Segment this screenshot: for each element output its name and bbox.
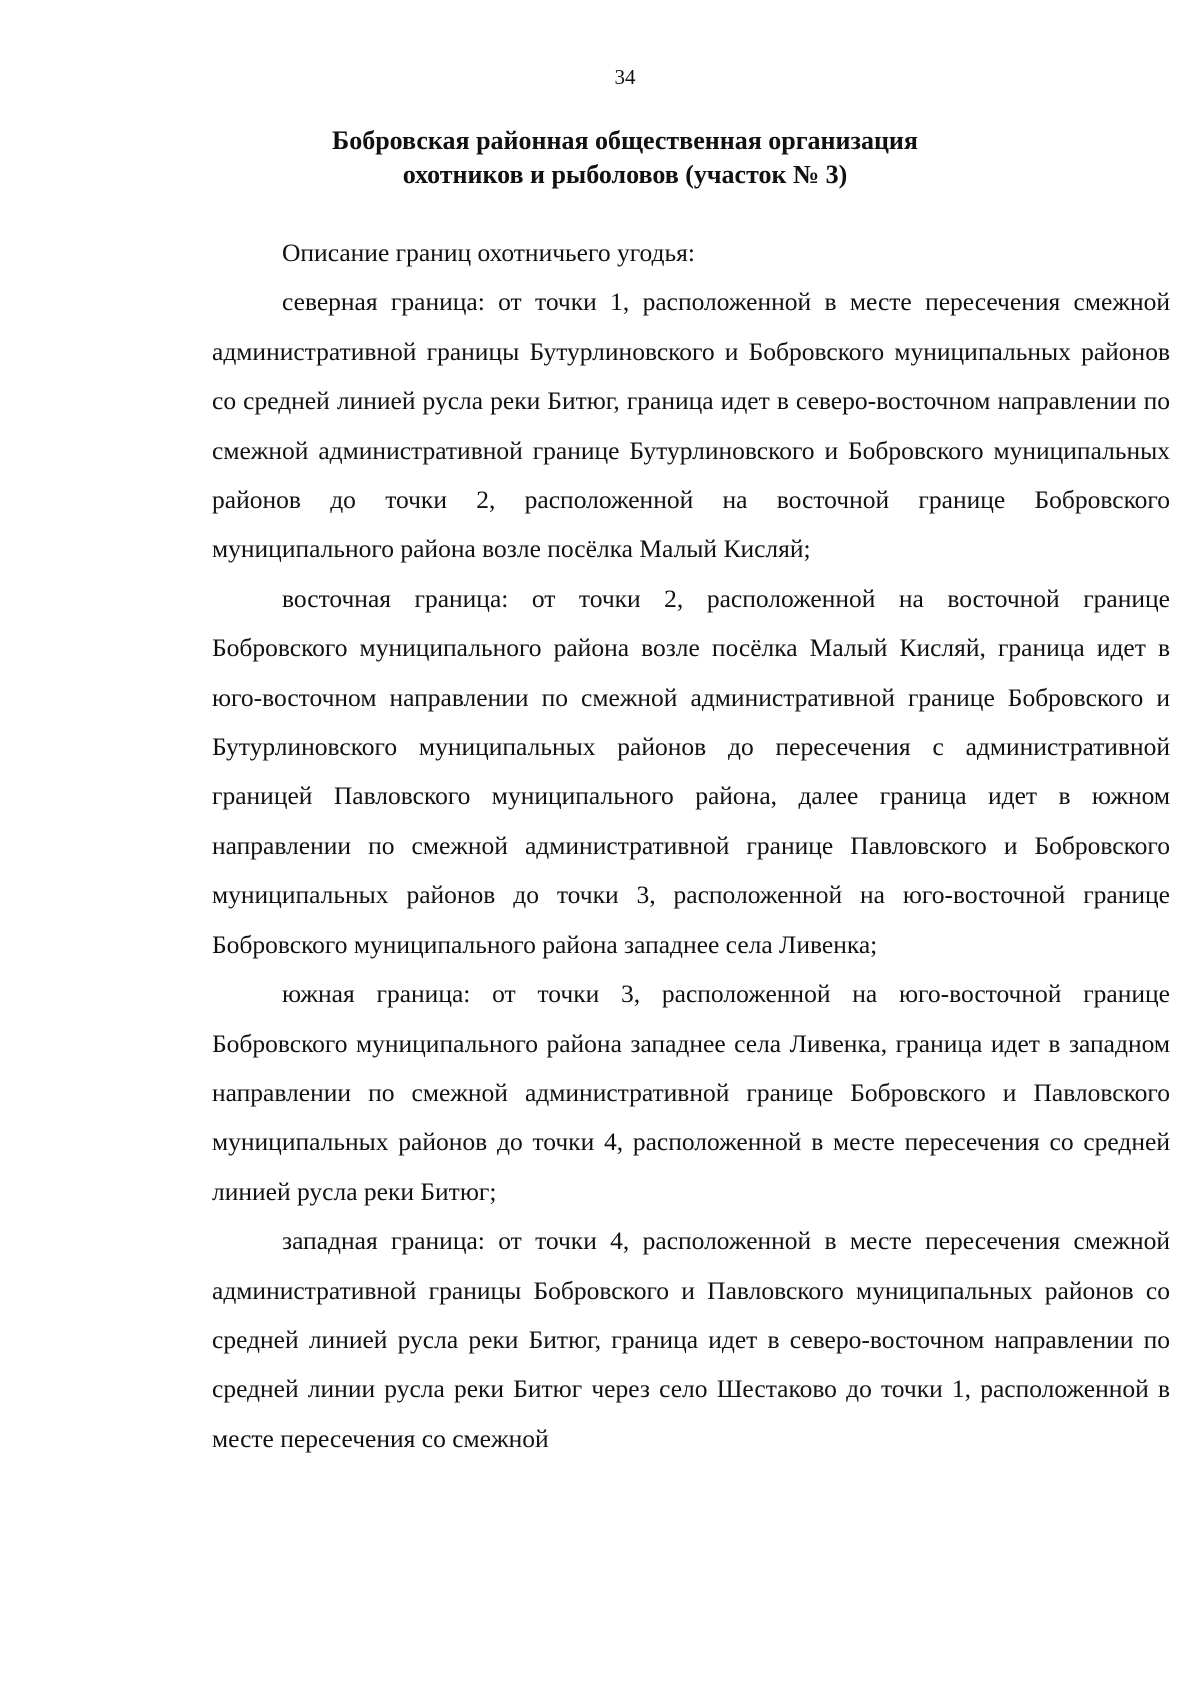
south-boundary-paragraph: южная граница: от точки 3, расположенной на юго-восточной границе Бобровского муниципального района западнее села Ливенка, граница идет в западном направлении по смежной административной границе Бобровского и Павловского муниципальных районов до точки 4, расположенной в месте пересечения со средней линией русла реки Битюг; bbox=[212, 979, 1170, 1206]
document-body bbox=[212, 228, 1170, 1463]
east-boundary-paragraph: восточная граница: от точки 2, расположенной на восточной границе Бобровского муниципального района возле посёлка Малый Кисляй, граница идет в юго-восточном направлении по смежной административной границе Бобровского и Бутурлиновского муниципальных районов до пересечения с административной границей Павловского муниципального района, далее граница идет в южном направлении по смежной административной границе Павловского и Бобровского муниципальных районов до точки 3, расположенной на юго-восточной границе Бобровского муниципального района западнее села Ливенка; bbox=[212, 583, 1170, 959]
north-boundary-paragraph: северная граница: от точки 1, расположенной в месте пересечения смежной административной границы Бутурлиновского и Бобровского муниципальных районов со средней линией русла реки Битюг, граница идет в северо-восточном направлении по смежной административной границе Бутурлиновского и Бобровского муниципальных районов до точки 2, расположенной на восточной границе Бобровского муниципального района возле посёлка Малый Кисляй; bbox=[212, 287, 1170, 564]
west-boundary-paragraph: западная граница: от точки 4, расположенной в месте пересечения смежной административной границы Бобровского и Павловского муниципальных районов со средней линией русла реки Битюг, граница идет в северо-восточном направлении по средней линии русла реки Битюг через село Шестаково до точки 1, расположенной в месте пересечения со смежной bbox=[212, 1226, 1170, 1453]
title-line-1: Бобровская районная общественная организация bbox=[332, 126, 918, 155]
document-title bbox=[0, 124, 1200, 192]
intro-paragraph: Описание границ охотничьего угодья: bbox=[282, 238, 695, 267]
title-line-2: охотников и рыболовов (участок № 3) bbox=[402, 160, 848, 189]
page-number: 34 bbox=[614, 65, 636, 89]
